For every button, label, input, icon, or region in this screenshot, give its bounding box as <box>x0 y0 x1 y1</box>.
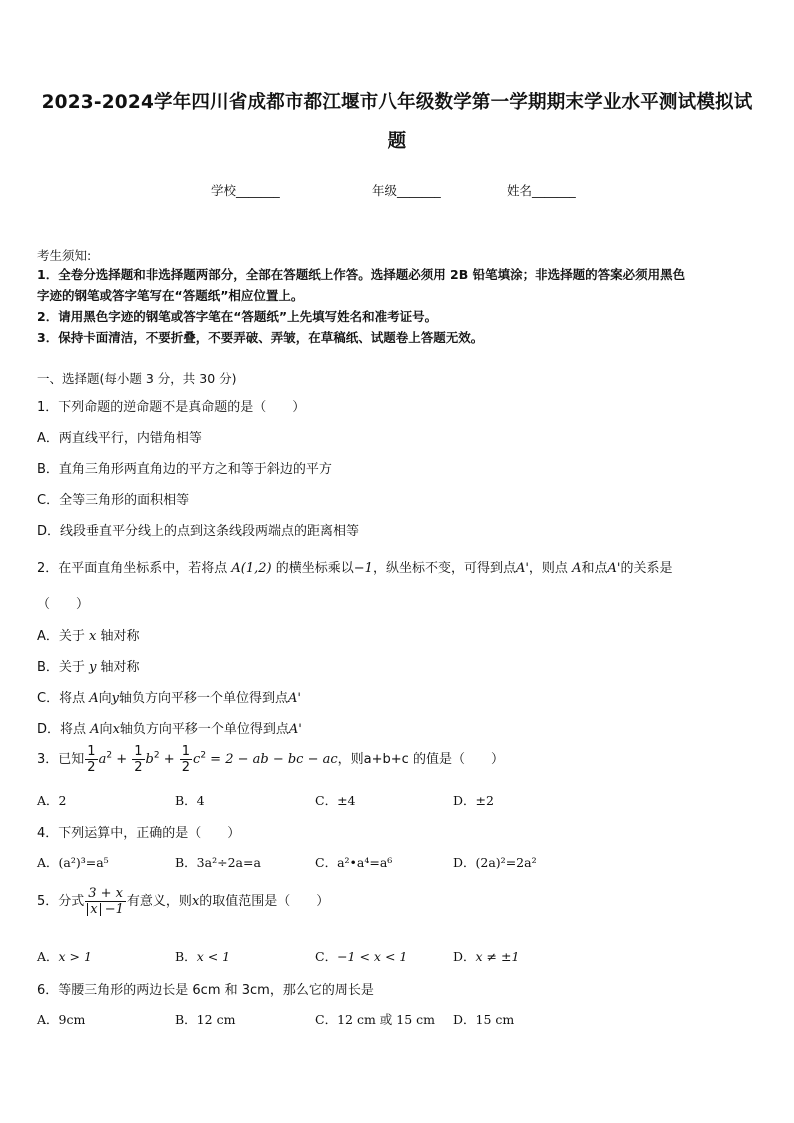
question-3-option-a: A．2 <box>37 793 67 808</box>
question-6-option-c: C．12 cm 或 15 cm <box>315 1012 435 1027</box>
fraction-half-3: $\frac{1}{2}$ <box>181 744 191 775</box>
notice-item-1b: 字迹的钢笔或答字笔写在“答题纸”相应位置上。 <box>37 288 304 303</box>
question-1-option-a: A．两直线平行，内错角相等 <box>37 431 202 446</box>
question-2-option-b: B．关于 y 轴对称 <box>37 660 140 675</box>
question-6-option-a: A．9cm <box>37 1012 86 1027</box>
question-3-option-c: C．±4 <box>315 793 356 808</box>
question-6-stem: 6．等腰三角形的两边长是 6cm 和 3cm，那么它的周长是 <box>37 983 374 998</box>
notice-item-2: 2．请用黑色字迹的钢笔或答字笔在“答题纸”上先填写姓名和准考证号。 <box>37 309 438 324</box>
question-2-option-d: D．将点 A向x轴负方向平移一个单位得到点A' <box>37 722 302 737</box>
question-4-option-c: C．a²•a⁴=a⁶ <box>315 855 393 870</box>
question-5-option-b: B．x < 1 <box>175 949 231 964</box>
exam-title-line-1: 2023-2024学年四川省成都市都江堰市八年级数学第一学期期末学业水平测试模拟试 <box>41 92 753 113</box>
question-6-option-d: D．15 cm <box>453 1012 515 1027</box>
question-1-option-c: C．全等三角形的面积相等 <box>37 493 190 508</box>
notice-heading: 考生须知: <box>37 248 92 263</box>
question-2-option-c: C．将点 A向y轴负方向平移一个单位得到点A' <box>37 691 301 706</box>
question-2-answer-blank: （ ） <box>37 597 90 612</box>
question-1-option-b: B．直角三角形两直角边的平方之和等于斜边的平方 <box>37 462 332 477</box>
student-info-fields <box>0 181 794 201</box>
question-2-option-a: A．关于 x 轴对称 <box>37 629 140 644</box>
question-2-stem: 2．在平面直角坐标系中，若将点 A(1,2) 的横坐标乘以−1，纵坐标不变，可得到点A'，则点 A和点A'的关系是 <box>37 561 673 576</box>
question-1-stem: 1．下列命题的逆命题不是真命题的是（ ） <box>37 400 306 415</box>
question-5-stem: 5．分式 $\frac{3 + x}{x -1}$ 有意义，则x的取值范围是（ ） <box>37 886 330 917</box>
fraction-half-1: $\frac{1}{2}$ <box>87 744 96 775</box>
question-4-stem: 4．下列运算中，正确的是（ ） <box>37 826 241 841</box>
question-6-option-b: B．12 cm <box>175 1012 236 1027</box>
exam-title-line-2: 题 <box>387 131 407 152</box>
notice-item-1a: 1．全卷分选择题和非选择题两部分，全部在答题纸上作答。选择题必须用 2B 铅笔填涂；非选择题的答案必须用黑色 <box>37 267 686 282</box>
section-heading: 一、选择题(每小题 3 分，共 30 分) <box>37 371 237 386</box>
name-field[interactable]: 姓名_______ <box>507 183 576 198</box>
point-a-coord: A(1,2) <box>231 561 272 576</box>
grade-field[interactable]: 年级_______ <box>372 183 441 198</box>
notice-item-3: 3．保持卡面清洁，不要折叠，不要弄破、弄皱，在草稿纸、试题卷上答题无效。 <box>37 330 484 345</box>
fraction-half-2: $\frac{1}{2}$ <box>134 744 143 775</box>
question-3-stem: 3．已知 $\frac{1}{2}$ $a^2$ + $\frac{1}{2}$ $b^2$ + $\frac{1}{2}$ $c^2 = 2$ − ab − bc − ac，则a+b+c 的值是（ ） <box>37 744 504 775</box>
school-field[interactable]: 学校_______ <box>211 183 280 198</box>
question-4-option-a: A．(a²)³=a⁵ <box>37 855 109 870</box>
question-3-option-b: B．4 <box>175 793 205 808</box>
question-1-option-d: D．线段垂直平分线上的点到这条线段两端点的距离相等 <box>37 524 360 539</box>
fraction-expression: $\frac{3 + x}{x -1}$ <box>85 886 126 917</box>
question-3-option-d: D．±2 <box>453 793 494 808</box>
question-5-option-d: D．x ≠ ±1 <box>453 949 520 964</box>
question-4-option-d: D．(2a)²=2a² <box>453 855 537 870</box>
question-5-option-a: A．x > 1 <box>37 949 92 964</box>
question-5-option-c: C．−1 < x < 1 <box>315 949 408 964</box>
question-4-option-b: B．3a²÷2a=a <box>175 855 261 870</box>
